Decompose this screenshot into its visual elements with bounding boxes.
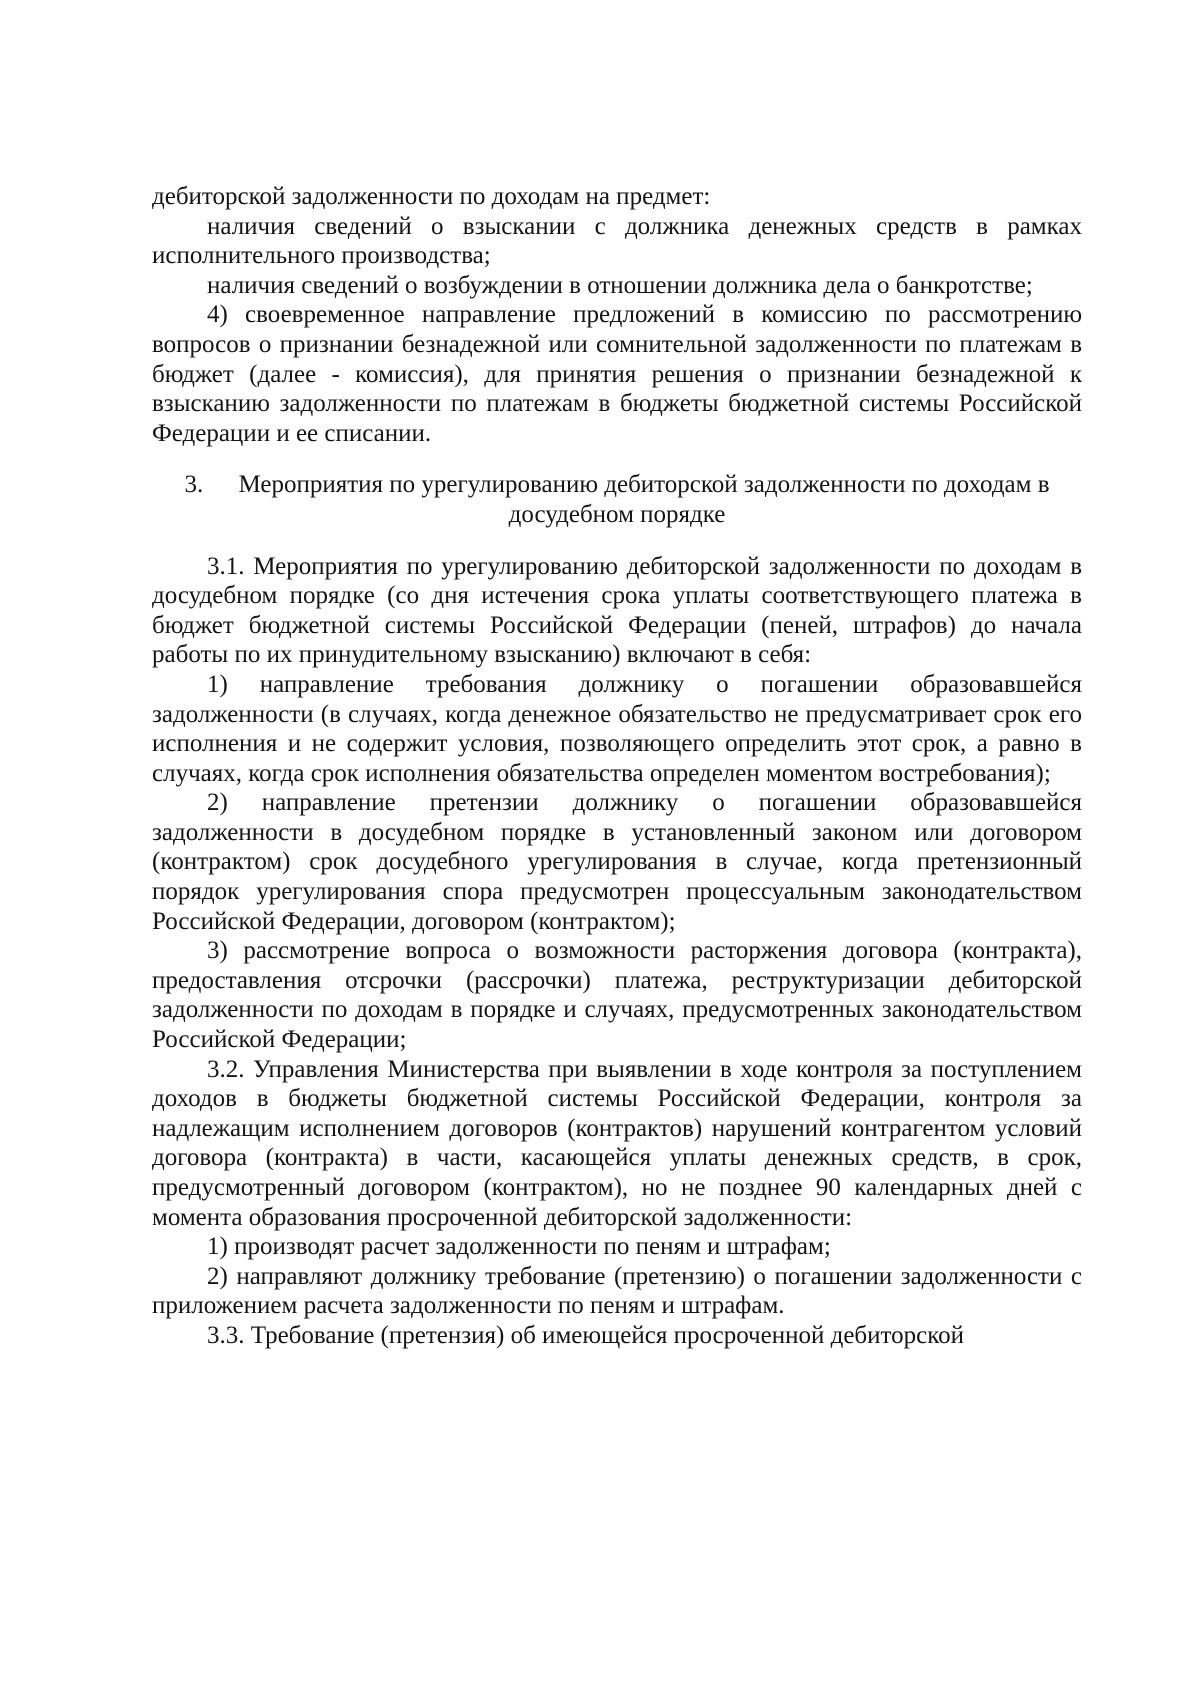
paragraph: 1) производят расчет задолженности по пеням и штрафам; xyxy=(207,1233,831,1261)
paragraph: дебиторской задолженности по доходам на предмет: xyxy=(152,183,711,210)
section-number: 3. xyxy=(184,471,204,499)
paragraph: 2) направляют должнику требование (претензию) о погашении задолженности с приложением расчета задолженности по пеням и штрафам. xyxy=(152,1262,1082,1320)
paragraph: 3.2. Управления Министерства при выявлении в ходе контроля за поступлением доходов в бюджеты бюджетной системы Российской Федерации, контроля за надлежащим исполнением договоров (контрактов) нарушений контрагентом условий договора (контракта) в части, касающейся уплаты денежных средств, в срок, предусмотренный договором (контрактом), но не позднее 90 календарных дней с момента образования просроченной дебиторской задолженности: xyxy=(152,1055,1082,1231)
paragraph: 3.1. Мероприятия по урегулированию дебиторской задолженности по доходам в досудебном порядке (со дня истечения срока уплаты соответствующего платежа в бюджет бюджетной системы Российской Федерации (пеней, штрафов) до начала работы по их принудительному взысканию) включают в себя: xyxy=(152,552,1082,669)
section-heading xyxy=(152,470,1082,529)
paragraph: 4) своевременное направление предложений в комиссию по рассмотрению вопросов о признании безнадежной или сомнительной задолженности по платежам в бюджет (далее - комиссия), для принятия решения о признании безнадежной к взысканию задолженности по платежам в бюджеты бюджетной системы Российской Федерации и ее списании. xyxy=(152,301,1082,447)
section-title: Мероприятия по урегулированию дебиторской задолженности по доходам в досудебном порядке xyxy=(238,471,1050,528)
paragraph: 3.3. Требование (претензия) об имеющейся просроченной дебиторской xyxy=(207,1321,964,1349)
document-body xyxy=(152,182,1082,1351)
paragraph: 3) рассмотрение вопроса о возможности расторжения договора (контракта), предоставления отсрочки (рассрочки) платежа, реструктуризации дебиторской задолженности по доходам в порядке и случаях, предусмотренных законодательством Российской Федерации; xyxy=(152,937,1082,1054)
paragraph: наличия сведений о взыскании с должника денежных средств в рамках исполнительного производства; xyxy=(152,212,1082,270)
paragraph: 1) направление требования должнику о погашении образовавшейся задолженности (в случаях, когда денежное обязательство не предусматривает срок его исполнения и не содержит условия, позволяющего определить этот срок, а равно в случаях, когда срок исполнения обязательства определен моментом востребования); xyxy=(152,670,1082,787)
paragraph: наличия сведений о возбуждении в отношении должника дела о банкротстве; xyxy=(207,271,1033,299)
paragraph: 2) направление претензии должнику о погашении образовавшейся задолженности в досудебном порядке в установленный законом или договором (контрактом) срок досудебного урегулирования в случае, когда претензионный порядок урегулирования спора предусмотрен процессуальным законодательством Российской Федерации, договором (контрактом); xyxy=(152,789,1082,935)
